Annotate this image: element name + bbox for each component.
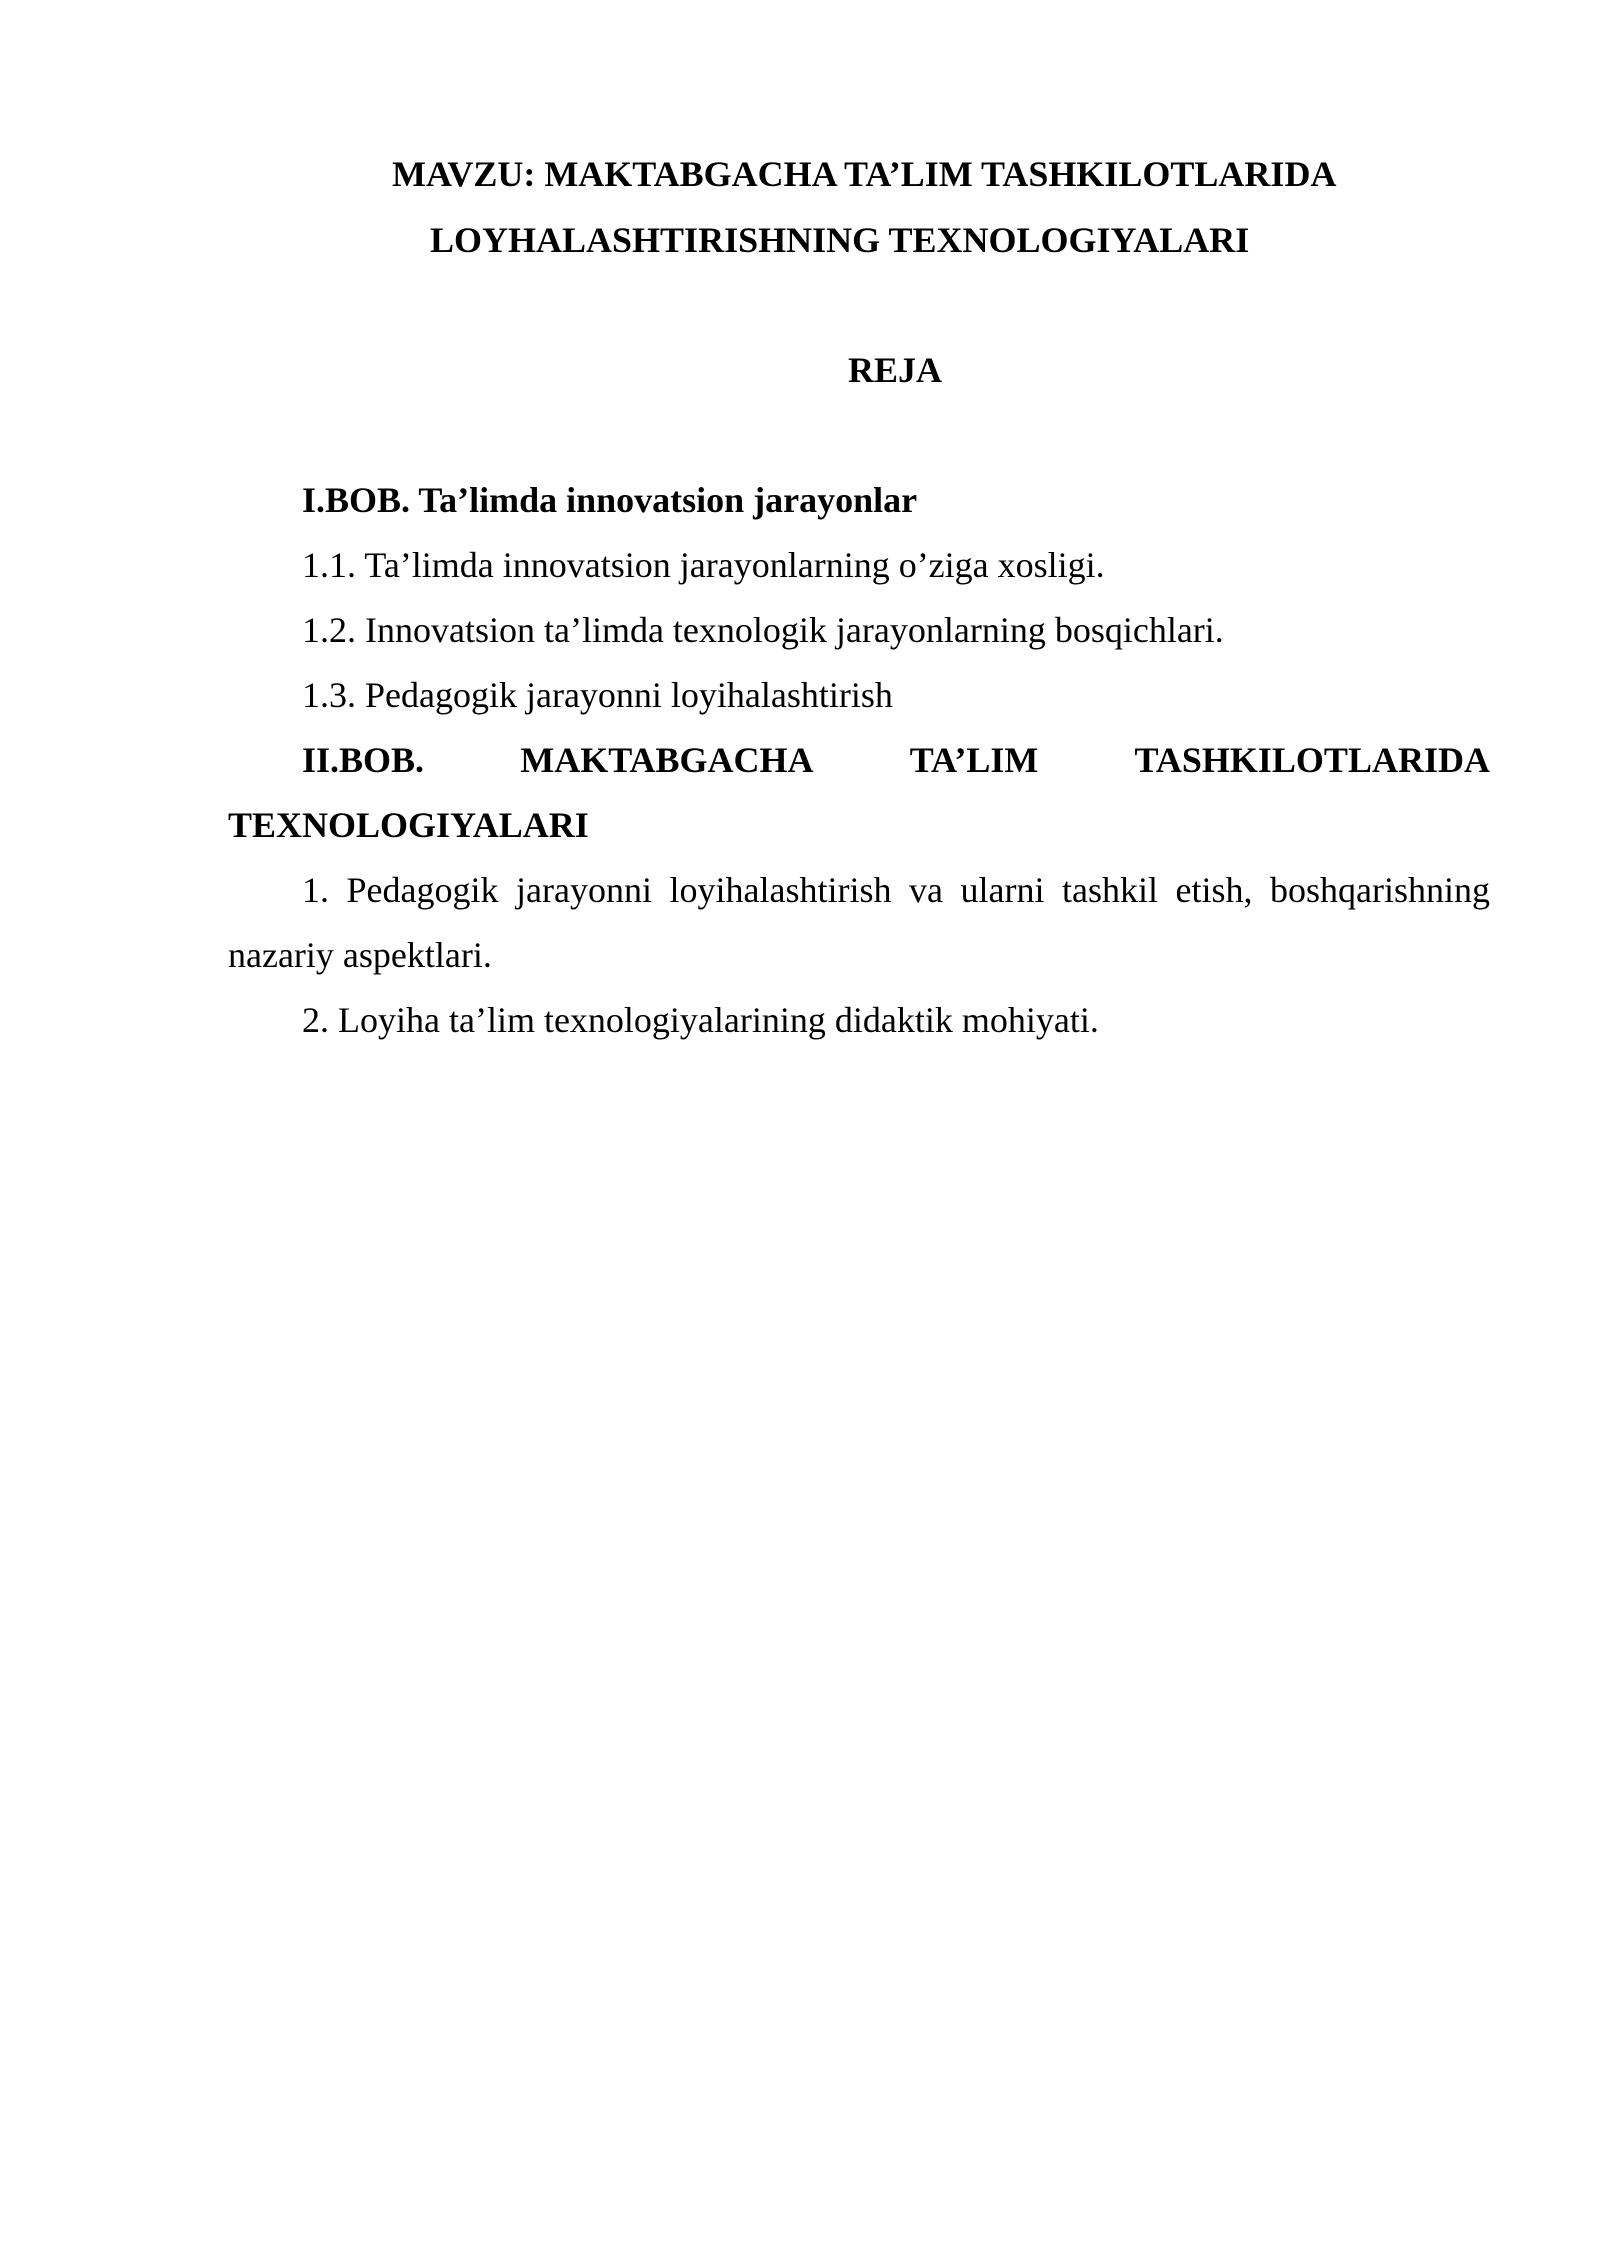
chapter-2-heading-word: TASHKILOTLARIDA [1134,740,1490,780]
chapter-1-item-3: 1.3. Pedagogik jarayonni loyihalashtirish [302,675,893,715]
chapter-2-heading-word: MAKTABGACHA [520,740,814,780]
chapter-2-item-2: 2. Loyiha ta’lim texnologiyalarining didaktik mohiyati. [302,1000,1099,1040]
chapter-2-item-1-line-1: 1. Pedagogik jarayonni loyihalashtirish va ularni tashkil etish, boshqarishning [302,870,1490,910]
chapter-2-heading-word: TA’LIM [909,740,1039,780]
chapter-1-item-1: 1.1. Ta’limda innovatsion jarayonlarning o’ziga xosligi. [302,545,1105,585]
plan-heading: REJA [848,350,943,390]
chapter-2-heading-line-2: TEXNOLOGIYALARI [228,805,589,845]
chapter-2-heading-word: II.BOB. [302,740,425,780]
chapter-2-heading-line-1 [302,738,1490,782]
document-title-line-2: LOYHALASHTIRISHNING TEXNOLOGIYALARI [430,220,1250,260]
chapter-1-heading: I.BOB. Ta’limda innovatsion jarayonlar [302,480,918,520]
chapter-1-item-2: 1.2. Innovatsion ta’limda texnologik jarayonlarning bosqichlari. [302,610,1224,650]
document-title-line-1: MAVZU: MAKTABGACHA TA’LIM TASHKILOTLARIDA [392,154,1337,194]
chapter-2-item-1-line-2: nazariy aspektlari. [228,935,492,975]
